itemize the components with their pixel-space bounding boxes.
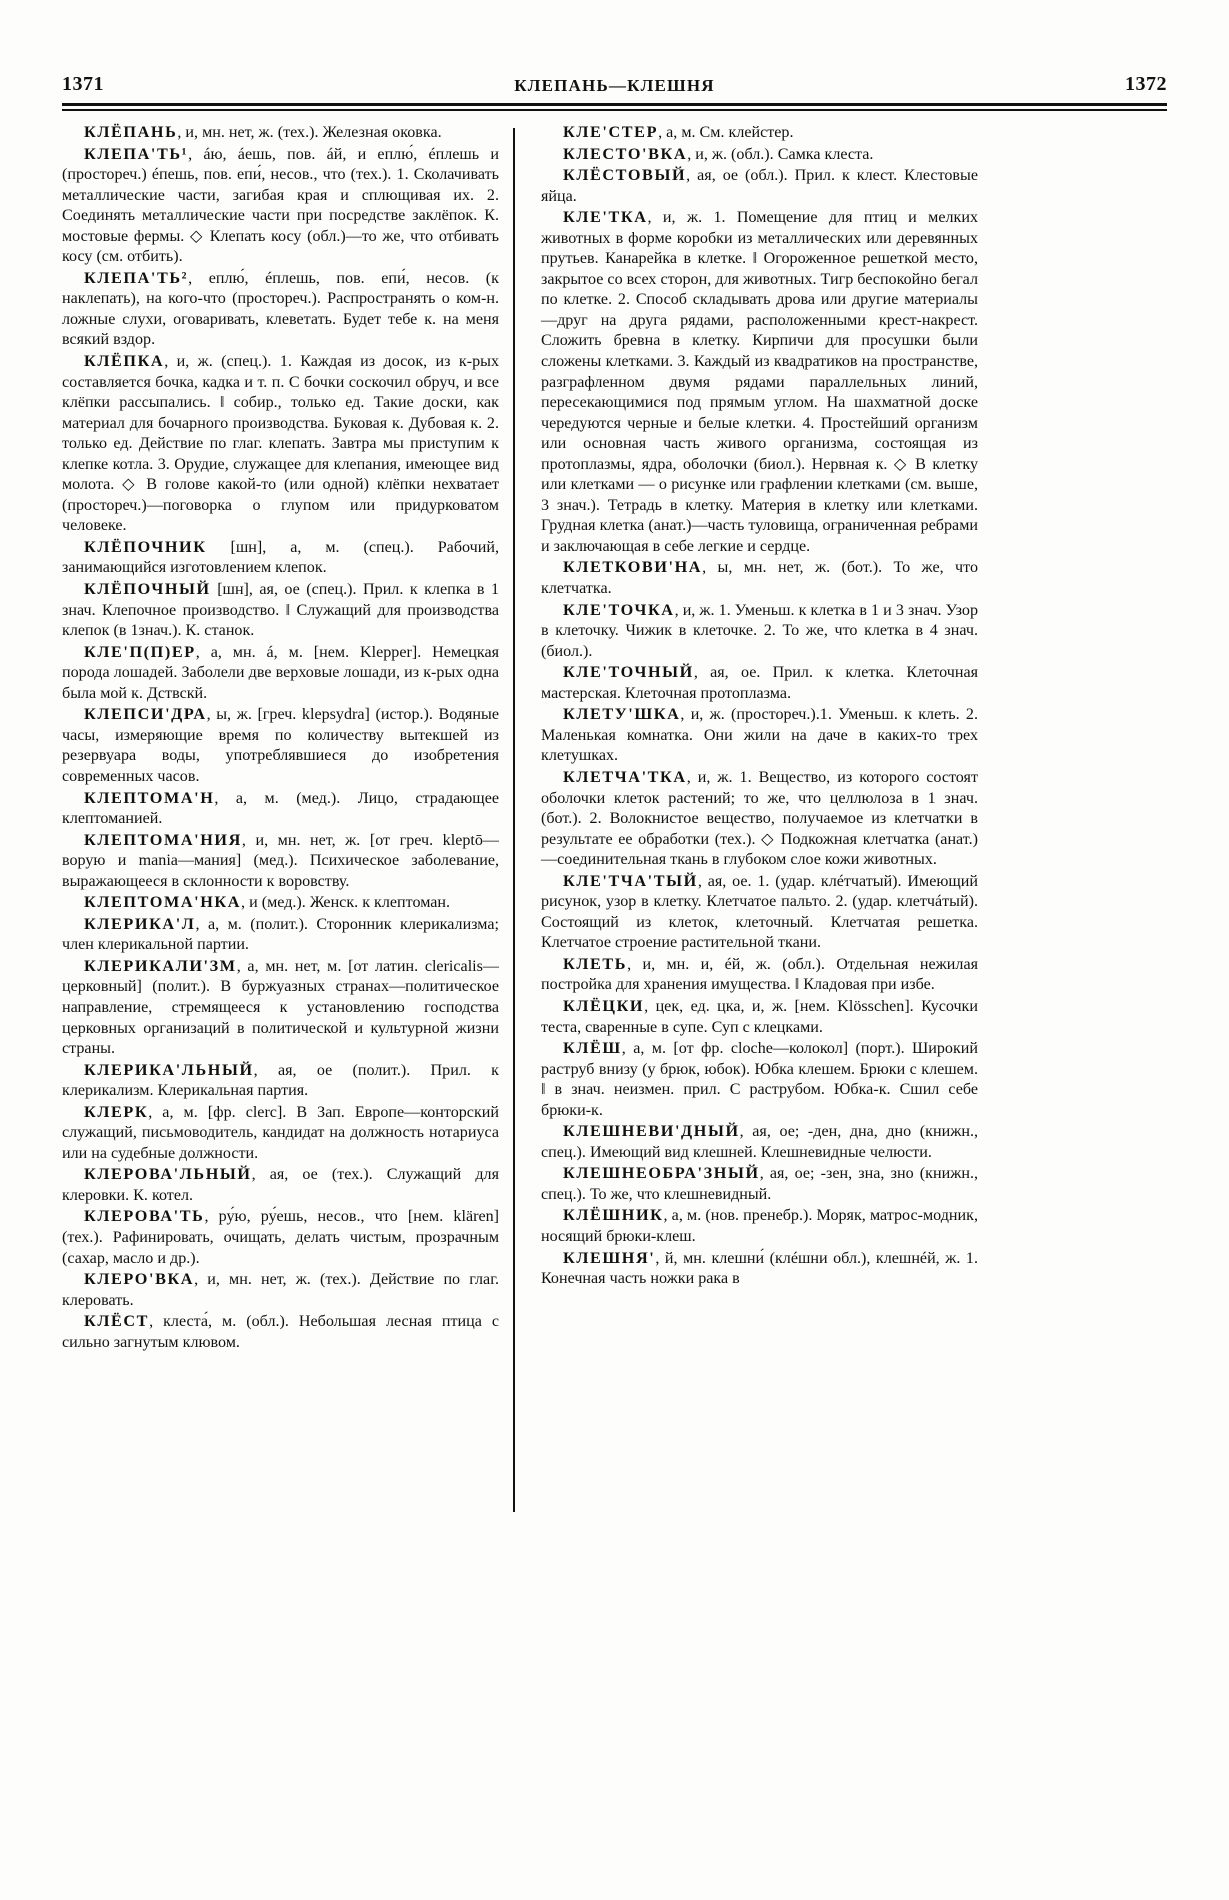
dictionary-entry <box>541 122 978 144</box>
entry-body: , и, ж. (обл.). Самка клеста. <box>687 145 874 163</box>
column-container <box>62 122 1170 1822</box>
entry-body: , и, ж. (простореч.).1. Уменьш. к клеть. 2. Маленькая комнатка. Они жили на даче в каких-то трех клетушках. <box>541 706 978 765</box>
entry-body: , ы, ж. [греч. klepsydra] (истор.). Водяные часы, измеряющие время по количеству вытекшей из резервуара воды, употреблявшиеся до изобретения современных часов. <box>62 706 499 785</box>
dictionary-entry <box>541 1163 978 1205</box>
dictionary-entry <box>62 956 499 1060</box>
dictionary-entry <box>541 557 978 599</box>
entry-headword: КЛЕ'СТЕР <box>563 123 659 141</box>
entry-headword: КЛЕТКОВИ'НА <box>563 558 703 577</box>
dictionary-entry <box>541 767 978 871</box>
dictionary-entry <box>541 704 978 767</box>
entry-body: , ы, мн. нет, ж. (бот.). То же, что клетчатка. <box>541 559 978 598</box>
entry-body: [шн], а, м. (спец.). Рабочий, занимающийся изготовлением клепок. <box>62 538 499 577</box>
entry-headword: КЛЕТЬ <box>563 954 628 973</box>
entry-headword: КЛЕ'ТОЧНЫЙ <box>563 663 694 682</box>
dictionary-entry <box>541 600 978 663</box>
dictionary-entry <box>62 1164 499 1206</box>
entry-headword: КЛЕРО'ВКА <box>84 1270 195 1289</box>
dictionary-entry <box>541 144 978 166</box>
entry-body: , ру́ю, ру́ешь, несов., что [нем. klären] (тех.). Рафинировать, очищать, делать чистым, прозрачным (сахар, масло и др.). <box>62 1208 499 1267</box>
entry-body: , и, мн. нет, ж. (тех.). Железная оковка. <box>177 124 442 141</box>
dictionary-entry <box>541 1205 978 1247</box>
dictionary-entry <box>541 1248 978 1290</box>
entry-body: , и, ж. (спец.). 1. Каждая из досок, из к-рых составляется бочка, кадка и т. п. С бочки соскочил обруч, и все клёпки рассыпались. ‖ собир., только ед. Такие доски, как материал для бочарного производства. Буковая к. Дубовая к. 2. только ед. Действие по глаг. клепать. Завтра мы приступим к клепке котла. 3. Орудие, служащее для клепания, имеющее вид молота. ◇ В голове какой-то (или одной) клёпки нехватает (простореч.)—поговорка о глупом или придурковатом человеке. <box>62 353 499 535</box>
dictionary-entry <box>62 892 499 914</box>
entry-headword: КЛЕ'ТКА <box>563 208 648 227</box>
dictionary-entry <box>541 662 978 704</box>
entry-body: , а, мн. нет, м. [от латин. clericalis—церковный] (полит.). В буржуазных странах—политическое направление, стремящееся к установлению господства церковных организаций в политической и культурной жизни страны. <box>62 957 499 1058</box>
dictionary-entry <box>62 1206 499 1269</box>
entry-body: , и, мн. и, éй, ж. (обл.). Отдельная нежилая постройка для хранения имущества. ‖ Кладовая при избе. <box>541 955 978 994</box>
entry-body: , цек, ед. цка, и, ж. [нем. Klösschen]. Кусочки теста, сваренные в супе. Суп с клецками. <box>541 997 978 1036</box>
entry-headword: КЛЕТУ'ШКА <box>563 705 681 724</box>
entry-body: , ая, ое (полит.). Прил. к клерикализм. Клерикальная партия. <box>62 1061 499 1100</box>
entry-headword: КЛЕ'ТЧА'ТЫЙ <box>563 871 698 890</box>
dictionary-entry <box>541 1038 978 1121</box>
entry-headword: КЛЁПОЧНИК <box>84 537 207 556</box>
entry-headword: КЛЁПОЧНЫЙ <box>84 580 211 599</box>
entry-headword: КЛЕПСИ'ДРА <box>84 705 207 724</box>
dictionary-entry <box>62 830 499 893</box>
entry-headword: КЛЕПТОМА'Н <box>84 788 215 807</box>
entry-body: , и, ж. 1. Вещество, из которого состоят оболочки клеток растений; то же, что целлюлоза в 1 знач. (бот.). 2. Волокнистое вещество, получаемое из клетчатки в результате ее обработки (тех.). ◇ Подкожная клетчатка (анат.)—соединительная ткань в глубоком слое кожи животных. <box>541 768 978 869</box>
entry-body: [шн], ая, ое (спец.). Прил. к клепка в 1 знач. Клепочное производство. ‖ Служащий для производства клепок (в 1знач.). К. станок. <box>62 581 499 640</box>
entry-headword: КЛЕРИКАЛИ'ЗМ <box>84 956 237 975</box>
dictionary-entry <box>62 914 499 956</box>
folio-left: 1371 <box>62 73 104 95</box>
dictionary-entry <box>62 268 499 351</box>
entry-headword: КЛЕТЧА'ТКА <box>563 767 687 786</box>
entry-headword: КЛЕШНЯ' <box>563 1248 656 1267</box>
dictionary-entry <box>62 704 499 787</box>
running-head <box>62 62 1167 96</box>
entry-body: , и, мн. нет, ж. (тех.). Действие по глаг. клеровать. <box>62 1271 499 1309</box>
dictionary-entry <box>62 1060 499 1102</box>
entry-headword: КЛЕШНЕВИ'ДНЫЙ <box>563 1122 740 1141</box>
entry-headword: КЛЕПТОМА'НКА <box>84 893 242 912</box>
dictionary-entry <box>541 954 978 996</box>
entry-headword: КЛЁСТ <box>84 1312 150 1331</box>
dictionary-entry <box>62 1269 499 1311</box>
header-rule-bottom <box>62 109 1167 111</box>
dictionary-entry <box>62 1311 499 1353</box>
entry-body: , а, м. (нов. пренебр.). Моряк, матрос-модник, носящий брюки-клеш. <box>541 1207 978 1245</box>
entry-body: , а, м. [от фр. cloche—колокол] (порт.). Широкий раструб внизу (у брюк, юбок). Юбка клешем. Брюки с клешем. ‖ в знач. неизмен. прил. С раструбом. Юбка-к. Сшил себе брюки-к. <box>541 1040 978 1119</box>
entry-headword: КЛЕПТОМА'НИЯ <box>84 830 242 849</box>
entry-headword: КЛЕШНЕОБРА'ЗНЫЙ <box>563 1164 760 1183</box>
dictionary-entry <box>62 537 499 579</box>
dictionary-entry <box>62 144 499 268</box>
entry-body: , а, м. [фр. clerc]. В Зап. Европе—конторский служащий, письмоводитель, кандидат на должность нотариуса или на судебные должности. <box>62 1103 499 1162</box>
entry-body: , а, мн. á, м. [нем. Klepper]. Немецкая порода лошадей. Заболели две верховые лошади, из к-рых одна была мой к. Дствскй. <box>62 643 499 702</box>
entry-body: , и, ж. 1. Помещение для птиц и мелких животных в форме коробки из металлических или деревянных прутьев. Канарейка в клетке. ‖ Огороженное решеткой место, закрытое со всех сторон, для животных. Тигр беспокойно бегал по клетке. 2. Способ складывать дрова или другие материалы—друг на друга рядами, расположенными крест-накрест. Сложить бревна в клетку. Кирпичи для просушки были сложены клетками. 3. Каждый из квадратиков на пространстве, разграфленном двумя рядами параллельных линий, пересекающимися под прямым углом. На шахматной доске чередуются черные и белые клетки. 4. Простейший организм или основная часть живого организма, состоящая из протоплазмы, ядра, оболочки (биол.). Нервная к. ◇ В клетку или клетками — о рисунке или графлении клетками (см. выше, 3 знач.). Тетрадь в клетку. Материя в клетку или клетками. Грудная клетка (анат.)—часть туловища, ограниченная ребрами и заключающая в себе легкие и сердце. <box>541 209 978 555</box>
dictionary-entry <box>62 579 499 642</box>
entry-headword: КЛЕПА'ТЬ¹ <box>84 144 189 163</box>
entry-headword: КЛЁПКА <box>84 352 165 371</box>
entry-body: , а, м. См. клейстер. <box>658 124 794 141</box>
entry-body: , й, мн. клешни́ (клéшни обл.), клешнéй, ж. 1. Конечная часть ножки рака в <box>541 1249 978 1288</box>
dictionary-entry <box>62 642 499 705</box>
entry-body: , а, м. (мед.). Лицо, страдающее клептоманией. <box>62 789 499 828</box>
entry-body: , ая, ое; -ден, дна, дно (книжн., спец.). Имеющий вид клешней. Клешневидные челюсти. <box>541 1123 978 1161</box>
entry-headword: КЛЕРОВА'ТЬ <box>84 1207 205 1226</box>
entry-headword: КЛЕРИКА'ЛЬНЫЙ <box>84 1060 254 1079</box>
entry-headword: КЛЕРК <box>84 1102 149 1121</box>
entry-body: , áю, áешь, пов. áй, и еплю́, éплешь и (простореч.) éпешь, пов. епи́, несов., что (тех.). 1. Сколачивать металлические части, загибая края и сплющивая их. 2. Соединять металлические части при посредстве заклёпок. К. мостовые фермы. ◇ Клепать косу (обл.)—то же, что отбивать косу (см. отбить). <box>62 145 499 266</box>
entry-body: , и, мн. нет, ж. [от греч. kleptō—ворую и mania—мания] (мед.). Психическое заболевание, выражающееся в склонности к воровству. <box>62 831 499 890</box>
dictionary-entry <box>62 1102 499 1165</box>
entry-headword: КЛЁПАНЬ <box>84 123 178 141</box>
entry-headword: КЛЁЦКИ <box>563 996 645 1015</box>
entry-headword: КЛЕ'ТОЧКА <box>563 600 675 619</box>
entry-body: , ая, ое; -зен, зна, зно (книжн., спец.). То же, что клешневидный. <box>541 1165 978 1203</box>
dictionary-entry <box>541 207 978 557</box>
right-column <box>515 122 978 1822</box>
dictionary-entry <box>62 351 499 537</box>
entry-body: , а, м. (полит.). Сторонник клерикализма; член клерикальной партии. <box>62 915 499 954</box>
dictionary-entry <box>541 165 978 207</box>
entry-body: , ая, ое (тех.). Служащий для клеровки. К. котел. <box>62 1166 499 1204</box>
dictionary-entry <box>541 871 978 954</box>
entry-body: , ая, ое. 1. (удар. клéтчатый). Имеющий рисунок, узор в клетку. Клетчатое пальто. 2. (удар. клетчáтый). Состоящий из клеток, клеточный. Клетчатая решетка. Клетчатое строение растительной ткани. <box>541 872 978 952</box>
entry-headword: КЛЕРОВА'ЛЬНЫЙ <box>84 1165 252 1184</box>
folio-right: 1372 <box>1125 73 1167 95</box>
dictionary-entry <box>541 996 978 1038</box>
dictionary-entry <box>541 1121 978 1163</box>
entry-headword: КЛЕПА'ТЬ² <box>84 268 189 287</box>
entry-body: , еплю́, éплешь, пов. епи́, несов. (к наклепать), на кого-что (простореч.). Распространять о ком-н. ложные слухи, оговаривать, клеветать. Будет тебе к. на меня всякий вздор. <box>62 269 499 349</box>
entry-body: , и (мед.). Женск. к клептоман. <box>241 894 451 912</box>
entry-headword: КЛЁСТОВЫЙ <box>563 166 687 185</box>
left-column <box>62 122 513 1822</box>
entry-body: , ая, ое. Прил. к клетка. Клеточная мастерская. Клеточная протоплазма. <box>541 664 978 702</box>
running-head-title: КЛЕПАНЬ—КЛЕШНЯ <box>514 76 715 95</box>
header-rule-top <box>62 103 1167 106</box>
dictionary-entry <box>62 788 499 830</box>
entry-body: , ая, ое (обл.). Прил. к клест. Клестовые яйца. <box>541 167 978 205</box>
entry-headword: КЛЁШ <box>563 1039 622 1058</box>
entry-headword: КЛЁШНИК <box>563 1206 664 1225</box>
dictionary-entry <box>62 122 499 144</box>
entry-headword: КЛЕ'П(П)ЕР <box>84 642 196 661</box>
entry-body: , клеста́, м. (обл.). Небольшая лесная птица с сильно загнутым клювом. <box>62 1313 499 1351</box>
entry-headword: КЛЕСТО'ВКА <box>563 144 688 163</box>
entry-headword: КЛЕРИКА'Л <box>84 914 196 933</box>
entry-body: , и, ж. 1. Уменьш. к клетка в 1 и 3 знач. Узор в клеточку. Чижик в клеточке. 2. То же, что клетка в 4 знач. (биол.). <box>541 601 978 660</box>
